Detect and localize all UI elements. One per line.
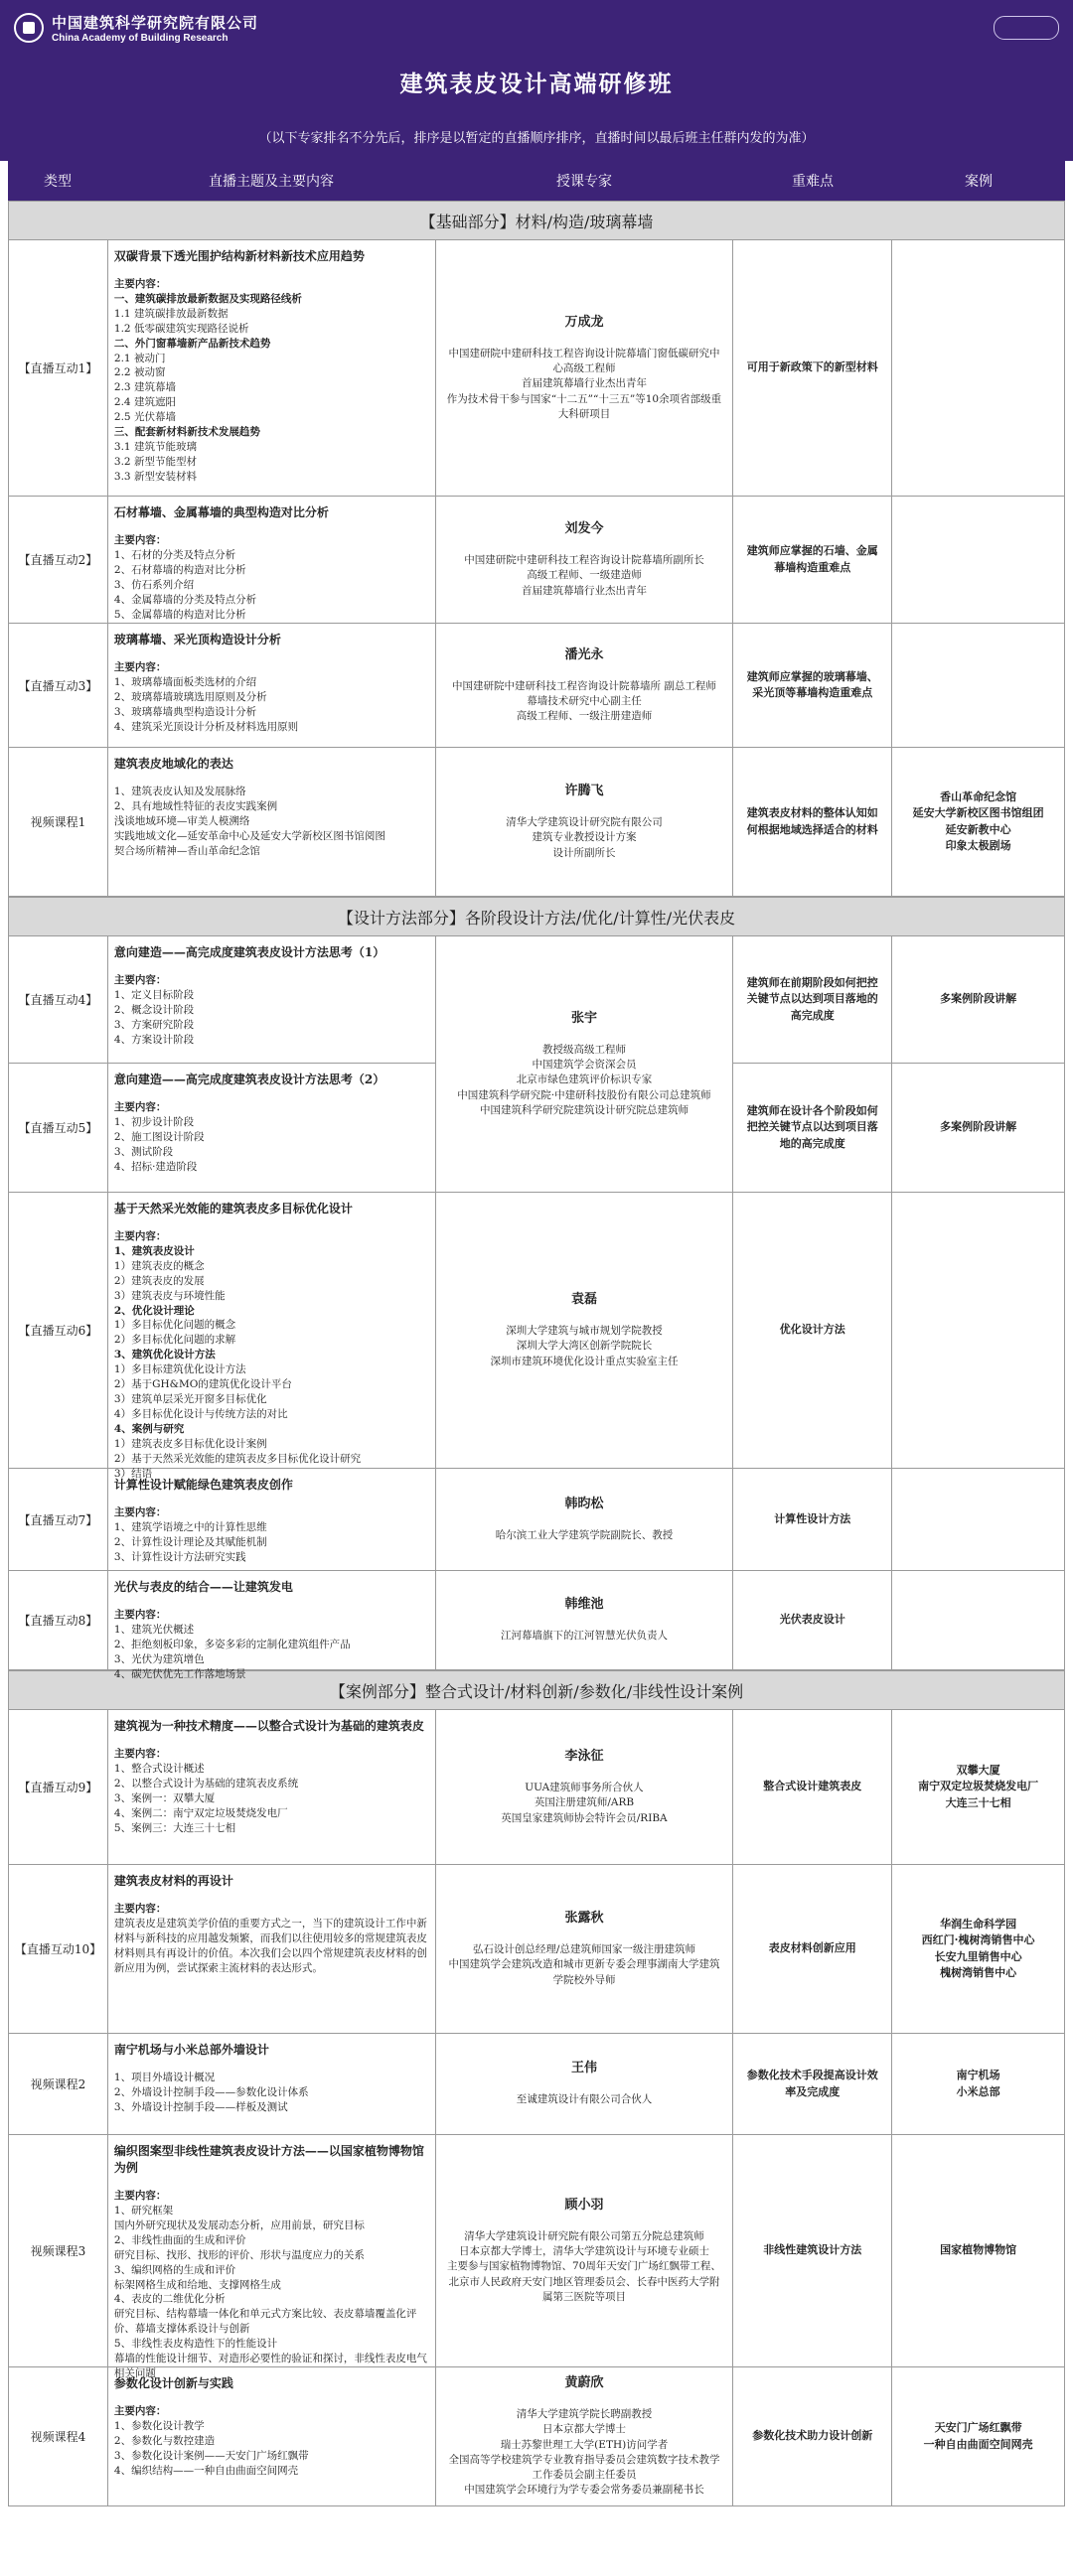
case-name: 延安大学新校区图书馆组团 bbox=[912, 806, 1044, 819]
session-content bbox=[108, 2135, 436, 2379]
case-name: 南宁机场 bbox=[956, 2069, 1000, 2081]
focus-cell: 非线性建筑设计方法 bbox=[733, 2135, 892, 2366]
expert-profile-line: 全国高等学校建筑学专业教育指导委员会建筑数字技术教学工作委员会副主任委员 bbox=[448, 2453, 720, 2482]
expert-name: 万成龙 bbox=[564, 315, 604, 331]
expert-profile-line: UUA建筑师事务所合伙人 bbox=[525, 1782, 644, 1794]
content-line: 2）建筑表皮的发展 bbox=[113, 1274, 205, 1287]
content-line: 2、拒绝刻板印象，多姿多彩的定制化建筑组件产品 bbox=[113, 1638, 351, 1650]
expert-name: 许腾飞 bbox=[564, 784, 604, 799]
expert-cell bbox=[436, 240, 734, 496]
content-line: 1）多目标建筑优化设计方法 bbox=[113, 1363, 246, 1376]
expert-name: 张露秋 bbox=[564, 1911, 604, 1927]
table-row bbox=[8, 1469, 1065, 1571]
expert-cell bbox=[436, 936, 734, 1193]
content-line: 1、研究框架 bbox=[113, 2204, 174, 2217]
session-topic: 意向建造——高完成度建筑表皮设计方法思考（2） bbox=[113, 1073, 385, 1086]
expert-profile-line: 英国皇家建筑师协会特许会员/RIBA bbox=[501, 1811, 668, 1824]
session-topic: 光伏与表皮的结合——让建筑发电 bbox=[113, 1580, 293, 1594]
content-line: 4、碳光伏优先工作落地场景 bbox=[113, 1667, 246, 1680]
content-line: 3、光伏为建筑增色 bbox=[113, 1652, 205, 1665]
session-type: 【直播互动8】 bbox=[9, 1571, 108, 1669]
cases-cell bbox=[892, 1865, 1065, 2033]
session-content bbox=[108, 1710, 436, 1864]
content-line: 4、招标·建造阶段 bbox=[113, 1160, 198, 1173]
expert-profile-line: 建筑专业教授设计方案 bbox=[532, 831, 637, 844]
content-line: 3、方案研究阶段 bbox=[113, 1018, 195, 1031]
content-line: 4、方案设计阶段 bbox=[113, 1033, 195, 1046]
table-row bbox=[8, 1865, 1065, 2034]
content-label: 主要内容： bbox=[113, 1506, 167, 1519]
content-line: 2.1 被动门 bbox=[113, 352, 166, 364]
cases-cell bbox=[892, 240, 1065, 496]
expert-cell bbox=[436, 748, 734, 896]
content-line: 3、建筑优化设计方法 bbox=[113, 1349, 216, 1361]
table-row bbox=[8, 624, 1065, 748]
content-line: 2、参数化与数控建造 bbox=[113, 2434, 216, 2447]
content-line: 1.1 建筑碳排放最新数据 bbox=[113, 307, 229, 320]
content-line: 1、初步设计阶段 bbox=[113, 1115, 195, 1128]
expert-name: 刘发今 bbox=[564, 521, 604, 537]
content-line: 契合场所精神—香山革命纪念馆 bbox=[113, 844, 260, 857]
case-name: 南宁双定垃圾焚烧发电厂 bbox=[918, 1780, 1039, 1793]
content-line: 浅谈地域环境—审美人模溯络 bbox=[113, 814, 250, 827]
content-line: 1、建筑光伏概述 bbox=[113, 1623, 195, 1636]
content-line: 5、金属幕墙的构造对比分析 bbox=[113, 608, 246, 621]
expert-cell bbox=[436, 1193, 734, 1468]
content-line: 2.4 建筑遮阳 bbox=[113, 396, 176, 409]
content-line: 3、玻璃幕墙典型构造设计分析 bbox=[113, 705, 257, 718]
cases-cell bbox=[892, 748, 1065, 896]
expert-name: 袁磊 bbox=[570, 1292, 597, 1308]
content-line: 1、建筑学语境之中的计算性思维 bbox=[113, 1520, 267, 1533]
focus-cell: 表皮材料创新应用 bbox=[733, 1865, 892, 2033]
case-name: 长安九里销售中心 bbox=[934, 1949, 1022, 1963]
content-line: 3、参数化设计案例——天安门广场红飘带 bbox=[113, 2449, 309, 2462]
expert-profile-line: 教授级高级工程师 bbox=[541, 1043, 626, 1056]
content-line: 1）建筑表皮的概念 bbox=[113, 1259, 205, 1272]
focus-cell: 建筑师应掌握的玻璃幕墙、采光顶等幕墙构造重难点 bbox=[733, 624, 892, 747]
expert-profile-line: 中国建研院中建研科技工程咨询设计院幕墙所 副总工程师 bbox=[452, 679, 716, 692]
session-type: 【直播互动9】 bbox=[9, 1710, 108, 1864]
session-type: 【直播互动1】 bbox=[9, 240, 108, 496]
content-line: 3.2 新型节能型材 bbox=[113, 455, 197, 468]
content-line: 4、编织结构——一种自由曲面空间网壳 bbox=[113, 2464, 299, 2477]
expert-profile-line: 作为技术骨干参与国家“十二五”“十三五”等10余项省部级重大科研项目 bbox=[446, 392, 722, 420]
content-line: 二、外门窗幕墙新产品新技术趋势 bbox=[113, 337, 271, 350]
content-line: 2、非线性曲面的生成和评价 bbox=[113, 2233, 246, 2246]
content-label: 主要内容： bbox=[113, 1230, 167, 1243]
session-topic: 编织图案型非线性建筑表皮设计方法——以国家植物博物馆为例 bbox=[113, 2144, 424, 2176]
expert-profile-line: 北京市绿色建筑评价标识专家 bbox=[516, 1073, 653, 1086]
session-topic: 意向建造——高完成度建筑表皮设计方法思考（1） bbox=[113, 945, 385, 959]
expert-profile-line: 主要参与国家植物博物馆、70周年天安门广场红飘带工程、北京市人民政府天安门地区管理委员会、长春中医药大学附属第三医院等项目 bbox=[447, 2260, 721, 2303]
session-topic: 计算性设计赋能绿色建筑表皮创作 bbox=[113, 1478, 293, 1492]
session-content bbox=[108, 936, 436, 1063]
focus-cell: 建筑师应掌握的石墙、金属幕墙构造重难点 bbox=[733, 497, 892, 623]
content-line: 2、施工图设计阶段 bbox=[113, 1130, 205, 1143]
page-header bbox=[0, 0, 1073, 161]
expert-cell bbox=[436, 2367, 734, 2505]
content-line: 3.1 建筑节能玻璃 bbox=[113, 441, 197, 453]
session-topic: 建筑表皮材料的再设计 bbox=[113, 1874, 233, 1888]
cases-cell bbox=[892, 1571, 1065, 1669]
focus-cell: 光伏表皮设计 bbox=[733, 1571, 892, 1669]
content-line: 4、建筑采光顶设计分析及材料选用原则 bbox=[113, 720, 299, 733]
content-line: 3、计算性设计方法研究实践 bbox=[113, 1550, 246, 1563]
session-type: 【直播互动10】 bbox=[9, 1865, 108, 2033]
content-line: 4、案例与研究 bbox=[113, 1422, 185, 1435]
content-line: 2.2 被动窗 bbox=[113, 366, 166, 379]
session-content bbox=[108, 240, 436, 496]
expert-name: 潘光永 bbox=[564, 646, 604, 662]
session-type: 视频课程1 bbox=[9, 748, 108, 896]
page-title: 建筑表皮设计高端研修班 bbox=[399, 71, 674, 97]
session-content bbox=[108, 624, 436, 747]
content-line: 3）结语 bbox=[113, 1467, 153, 1480]
table-row bbox=[8, 1571, 1065, 1680]
content-label: 主要内容： bbox=[113, 974, 167, 987]
content-line: 2、外墙设计控制手段——参数化设计体系 bbox=[113, 2085, 309, 2098]
cases-cell bbox=[892, 497, 1065, 623]
cases-cell bbox=[892, 1064, 1065, 1192]
case-name: 小米总部 bbox=[956, 2084, 1000, 2098]
focus-cell: 参数化技术助力设计创新 bbox=[733, 2367, 892, 2505]
content-label: 主要内容： bbox=[113, 1903, 167, 1916]
expert-profile-line: 中国建研院中建研科技工程咨询设计院幕墙门窗低碳研究中心高级工程师 bbox=[448, 347, 720, 375]
session-topic: 石材幕墙、金属幕墙的典型构造对比分析 bbox=[113, 505, 329, 519]
content-line: 2.5 光伏幕墙 bbox=[113, 411, 176, 424]
focus-cell: 计算性设计方法 bbox=[733, 1469, 892, 1570]
expert-name: 王伟 bbox=[570, 2061, 597, 2076]
session-content bbox=[108, 1571, 436, 1680]
content-line: 1.2 低零碳建筑实现路径说析 bbox=[113, 322, 249, 335]
content-label: 主要内容： bbox=[113, 2405, 167, 2418]
case-name: 天安门广场红飘带 bbox=[934, 2421, 1022, 2434]
focus-cell: 优化设计方法 bbox=[733, 1193, 892, 1468]
expert-profile-line: 清华大学建筑学院长聘副教授 bbox=[516, 2408, 653, 2421]
expert-profile-line: 高级工程师、一级建造师 bbox=[527, 569, 642, 582]
expert-cell bbox=[436, 1865, 734, 2033]
column-header-type: 类型 bbox=[44, 174, 72, 190]
content-line: 3）建筑单层采光开窗多目标优化 bbox=[113, 1393, 267, 1405]
session-content bbox=[108, 1469, 436, 1570]
table-row bbox=[8, 2034, 1065, 2135]
case-name: 多案例阶段讲解 bbox=[940, 1120, 1017, 1134]
content-line: 2）基于GH&MO的建筑优化设计平台 bbox=[113, 1378, 292, 1391]
cabr-logo-icon bbox=[14, 13, 44, 43]
logo-chinese-name: 中国建筑科学研究院有限公司 bbox=[52, 14, 259, 32]
expert-profile-line: 英国注册建筑师/ARB bbox=[534, 1796, 635, 1809]
case-name: 西红门·槐树湾销售中心 bbox=[921, 1933, 1035, 1946]
expert-profile-line: 深圳大学大湾区创新学院院长 bbox=[516, 1340, 653, 1353]
content-line: 1）建筑表皮多目标优化设计案例 bbox=[113, 1437, 267, 1450]
content-line: 3、编织网格的生成和评价 bbox=[113, 2263, 236, 2276]
expert-profile-line: 首届建筑幕墙行业杰出青年 bbox=[521, 584, 647, 597]
session-content bbox=[108, 2034, 436, 2134]
content-line: 5、案例三：大连三十七相 bbox=[113, 1821, 236, 1834]
content-line: 1、建筑表皮设计 bbox=[113, 1244, 195, 1257]
content-line: 4、案例二：南宁双定垃圾焚烧发电厂 bbox=[113, 1806, 288, 1819]
case-name: 香山革命纪念馆 bbox=[940, 789, 1017, 803]
partner-brand-icon bbox=[994, 16, 1059, 40]
case-name: 华润生命科学园 bbox=[940, 1917, 1017, 1931]
content-line: 3、测试阶段 bbox=[113, 1145, 174, 1158]
content-line: 3.3 新型安装材料 bbox=[113, 470, 197, 483]
case-name: 大连三十七相 bbox=[945, 1795, 1011, 1809]
content-line: 三、配套新材料新技术发展趋势 bbox=[113, 426, 260, 439]
content-line: 4、金属幕墙的分类及特点分析 bbox=[113, 593, 257, 606]
focus-cell: 建筑表皮材料的整体认知如何根据地域选择适合的材料 bbox=[733, 748, 892, 896]
column-header-row bbox=[8, 161, 1065, 201]
content-label: 主要内容： bbox=[113, 534, 167, 547]
table-row bbox=[8, 1710, 1065, 1865]
focus-cell: 可用于新政策下的新型材料 bbox=[733, 240, 892, 496]
expert-profile-line: 中国建筑学会资深会员 bbox=[532, 1059, 637, 1072]
expert-profile-line: 设计所副所长 bbox=[552, 846, 616, 859]
schedule-note: （以下专家排名不分先后，排序是以暂定的直播顺序排序，直播时间以最后班主任群内发的为准） bbox=[258, 131, 815, 146]
session-topic: 建筑视为一种技术精度——以整合式设计为基础的建筑表皮 bbox=[113, 1719, 424, 1733]
content-line: 建筑表皮是建筑美学价值的重要方式之一，当下的建筑设计工作中新材料与新科技的应用越发频繁，而我们以往使用较多的常规建筑表皮材料则具有再设计的价值。本次我们会以四个常规建筑表皮材料的创新应用为例，尝试探索主流材料的表达形式。 bbox=[113, 1917, 427, 1974]
content-line: 研究目标、结构幕墙一体化和单元式方案比较、表皮幕墙覆盖化评价、幕墙支撑体系设计与创新 bbox=[113, 2308, 417, 2336]
expert-profile-line: 高级工程师、一级注册建造师 bbox=[516, 710, 653, 723]
content-label: 主要内容： bbox=[113, 1748, 167, 1761]
cases-cell bbox=[892, 1193, 1065, 1468]
session-topic: 建筑表皮地域化的表达 bbox=[113, 757, 233, 771]
content-line: 2、玻璃幕墙玻璃选用原则及分析 bbox=[113, 690, 267, 703]
session-content bbox=[108, 748, 436, 896]
case-name: 槐树湾销售中心 bbox=[940, 1966, 1017, 1979]
expert-name: 韩昀松 bbox=[564, 1496, 604, 1511]
case-name: 双攀大厦 bbox=[956, 1763, 1000, 1777]
cases-cell bbox=[892, 2135, 1065, 2366]
content-line: 国内外研究现状及发展动态分析，应用前景，研究目标 bbox=[113, 2218, 365, 2231]
content-label: 主要内容： bbox=[113, 2190, 167, 2203]
content-line: 1、参数化设计教学 bbox=[113, 2419, 205, 2432]
content-line: 1、整合式设计概述 bbox=[113, 1762, 205, 1775]
table-row bbox=[8, 2135, 1065, 2379]
column-header-focus: 重难点 bbox=[792, 174, 834, 190]
focus-cell: 建筑师在设计各个阶段如何把控关键节点以达到项目落地的高完成度 bbox=[733, 1064, 892, 1192]
session-type: 视频课程2 bbox=[9, 2034, 108, 2134]
expert-profile-line: 中国建研院中建研科技工程咨询设计院幕墙所副所长 bbox=[464, 554, 704, 567]
content-line: 标架网格生成和给地、支撑网格生成 bbox=[113, 2278, 281, 2291]
content-line: 3、外墙设计控制手段——样板及测试 bbox=[113, 2100, 288, 2113]
expert-cell bbox=[436, 1571, 734, 1669]
session-topic: 参数化设计创新与实践 bbox=[113, 2376, 233, 2390]
session-topic: 南宁机场与小米总部外墙设计 bbox=[113, 2043, 269, 2057]
expert-cell bbox=[436, 624, 734, 747]
expert-cell bbox=[436, 1469, 734, 1570]
cases-cell bbox=[892, 1710, 1065, 1864]
session-type: 视频课程3 bbox=[9, 2135, 108, 2366]
content-line: 5、非线性表皮构造性下的性能设计 bbox=[113, 2338, 278, 2351]
session-content bbox=[108, 497, 436, 623]
content-line: 研究目标、找形、找形的评价、形状与温度应力的关系 bbox=[113, 2248, 365, 2261]
expert-cell bbox=[436, 497, 734, 623]
cases-cell bbox=[892, 2367, 1065, 2505]
session-content bbox=[108, 1193, 436, 1480]
session-content bbox=[108, 1064, 436, 1192]
logo-english-name: China Academy of Building Research bbox=[52, 33, 229, 44]
case-name: 国家植物博物馆 bbox=[940, 2243, 1017, 2257]
cases-cell bbox=[892, 936, 1065, 1063]
content-line: 2、具有地域性特征的表皮实践案例 bbox=[113, 799, 278, 812]
session-content bbox=[108, 2367, 436, 2505]
content-line: 2）基于天然采光效能的建筑表皮多目标优化设计研究 bbox=[113, 1452, 362, 1465]
expert-profile-line: 深圳市建筑环境优化设计重点实验室主任 bbox=[490, 1355, 679, 1367]
expert-profile-line: 清华大学建筑设计研究院有限公司 bbox=[506, 816, 663, 829]
cases-cell bbox=[892, 2034, 1065, 2134]
expert-name: 李泳征 bbox=[564, 1749, 604, 1765]
expert-profile-line: 日本京都大学博士，清华大学建筑设计与环境专业硕士 bbox=[458, 2245, 709, 2258]
expert-name: 张宇 bbox=[570, 1011, 597, 1027]
case-name: 印象太极剧场 bbox=[945, 839, 1011, 852]
content-line: 2、以整合式设计为基础的建筑表皮系统 bbox=[113, 1777, 299, 1789]
cabr-logo bbox=[14, 12, 258, 44]
column-header-topic: 直播主题及主要内容 bbox=[209, 174, 334, 190]
session-type: 【直播互动6】 bbox=[9, 1193, 108, 1468]
expert-profile-line: 清华大学建筑设计研究院有限公司第五分院总建筑师 bbox=[464, 2229, 704, 2242]
session-type: 【直播互动3】 bbox=[9, 624, 108, 747]
section-header: 【案例部分】整合式设计/材料创新/参数化/非线性设计案例 bbox=[8, 1670, 1065, 1710]
content-line: 2、石材幕墙的构造对比分析 bbox=[113, 563, 246, 576]
session-type: 【直播互动5】 bbox=[9, 1064, 108, 1192]
expert-cell bbox=[436, 2034, 734, 2134]
expert-profile-line: 首届建筑幕墙行业杰出青年 bbox=[521, 377, 647, 390]
table-row bbox=[8, 497, 1065, 624]
content-line: 4、表皮的二维优化分析 bbox=[113, 2293, 226, 2306]
focus-cell: 建筑师在前期阶段如何把控关键节点以达到项目落地的高完成度 bbox=[733, 936, 892, 1063]
cases-cell bbox=[892, 624, 1065, 747]
expert-profile-line: 中国建筑学会建筑改造和城市更新专委会理事湖南大学建筑学院校外导师 bbox=[448, 1958, 720, 1986]
section-header: 【设计方法部分】各阶段设计方法/优化/计算性/光伏表皮 bbox=[8, 897, 1065, 936]
expert-profile-line: 中国建筑科学研究院·中建研科技股份有限公司总建筑师 bbox=[457, 1088, 711, 1101]
content-line: 1、项目外墙设计概况 bbox=[113, 2072, 216, 2084]
session-topic: 双碳背景下透光围护结构新材料新技术应用趋势 bbox=[113, 249, 365, 263]
session-topic: 玻璃幕墙、采光顶构造设计分析 bbox=[113, 633, 281, 646]
session-type: 【直播互动7】 bbox=[9, 1469, 108, 1570]
expert-profile-line: 至诚建筑设计有限公司合伙人 bbox=[516, 2093, 653, 2106]
session-type: 【直播互动4】 bbox=[9, 936, 108, 1063]
content-line: 幕墙的性能设计细节、对造形必要性的验证和探讨，非线性表皮电气相关问题 bbox=[113, 2353, 427, 2379]
column-header-cases: 案例 bbox=[965, 174, 993, 190]
content-line: 2.3 建筑幕墙 bbox=[113, 381, 176, 394]
focus-cell: 整合式设计建筑表皮 bbox=[733, 1710, 892, 1864]
content-line: 实践地域文化—延安革命中心及延安大学新校区图书馆阅图 bbox=[113, 829, 385, 842]
expert-profile-line: 弘石设计创总经理/总建筑师国家一级注册建筑师 bbox=[472, 1943, 695, 1956]
expert-profile-line: 瑞士苏黎世理工大学(ETH)访问学者 bbox=[500, 2438, 669, 2451]
content-line: 1、定义目标阶段 bbox=[113, 988, 195, 1001]
content-line: 4）多目标优化设计与传统方法的对比 bbox=[113, 1407, 288, 1420]
content-line: 2、优化设计理论 bbox=[113, 1304, 195, 1317]
content-label: 主要内容： bbox=[113, 1609, 167, 1622]
content-line: 3、仿石系列介绍 bbox=[113, 578, 195, 591]
table-row bbox=[8, 1193, 1065, 1480]
content-label: 主要内容： bbox=[113, 278, 167, 291]
section-header: 【基础部分】材料/构造/玻璃幕墙 bbox=[8, 201, 1065, 240]
content-line: 3、案例一：双攀大厦 bbox=[113, 1791, 216, 1804]
content-label: 主要内容： bbox=[113, 1101, 167, 1114]
expert-profile-line: 中国建筑科学研究院建筑设计研究院总建筑师 bbox=[479, 1103, 689, 1116]
expert-profile-line: 哈尔滨工业大学建筑学院副院长、教授 bbox=[495, 1528, 674, 1541]
cases-cell bbox=[892, 1469, 1065, 1570]
content-line: 1、建筑表皮认知及发展脉络 bbox=[113, 786, 246, 798]
column-header-expert: 授课专家 bbox=[556, 174, 612, 190]
expert-cell bbox=[436, 1710, 734, 1864]
content-label: 主要内容： bbox=[113, 661, 167, 674]
content-line: 2、概念设计阶段 bbox=[113, 1003, 195, 1016]
expert-name: 韩维池 bbox=[564, 1597, 604, 1613]
content-line: 一、建筑碳排放最新数据及实现路径线析 bbox=[113, 292, 302, 305]
expert-profile-line: 幕墙技术研究中心副主任 bbox=[527, 694, 642, 707]
content-line: 2、计算性设计理论及其赋能机制 bbox=[113, 1535, 267, 1548]
case-name: 多案例阶段讲解 bbox=[940, 992, 1017, 1006]
expert-name: 顾小羽 bbox=[564, 2198, 604, 2214]
expert-profile-line: 深圳大学建筑与城市规划学院教授 bbox=[506, 1325, 663, 1338]
session-type: 【直播互动2】 bbox=[9, 497, 108, 623]
content-line: 1、石材的分类及特点分析 bbox=[113, 548, 236, 561]
table-row bbox=[8, 748, 1065, 897]
content-line: 1）多目标优化问题的概念 bbox=[113, 1319, 236, 1332]
session-content bbox=[108, 1865, 436, 2033]
expert-profile-line: 日本京都大学博士 bbox=[541, 2423, 626, 2436]
expert-name: 黄蔚欣 bbox=[564, 2375, 604, 2391]
content-line: 3）建筑表皮与环境性能 bbox=[113, 1289, 226, 1302]
session-type: 视频课程4 bbox=[9, 2367, 108, 2505]
content-line: 1、玻璃幕墙面板类选材的介绍 bbox=[113, 675, 257, 688]
expert-profile-line: 中国建筑学会环境行为学专委会常务委员兼副秘书长 bbox=[464, 2484, 704, 2497]
course-table bbox=[8, 201, 1065, 2506]
case-name: 一种自由曲面空间网壳 bbox=[923, 2437, 1033, 2451]
content-line: 2）多目标优化问题的求解 bbox=[113, 1334, 236, 1347]
focus-cell: 参数化技术手段提高设计效率及完成度 bbox=[733, 2034, 892, 2134]
case-name: 延安新教中心 bbox=[945, 822, 1011, 836]
table-row bbox=[8, 240, 1065, 497]
session-topic: 基于天然采光效能的建筑表皮多目标优化设计 bbox=[113, 1202, 353, 1216]
expert-profile-line: 江河幕墙旗下的江河智慧光伏负责人 bbox=[500, 1630, 668, 1643]
expert-cell bbox=[436, 2135, 734, 2366]
table-row bbox=[8, 2367, 1065, 2506]
